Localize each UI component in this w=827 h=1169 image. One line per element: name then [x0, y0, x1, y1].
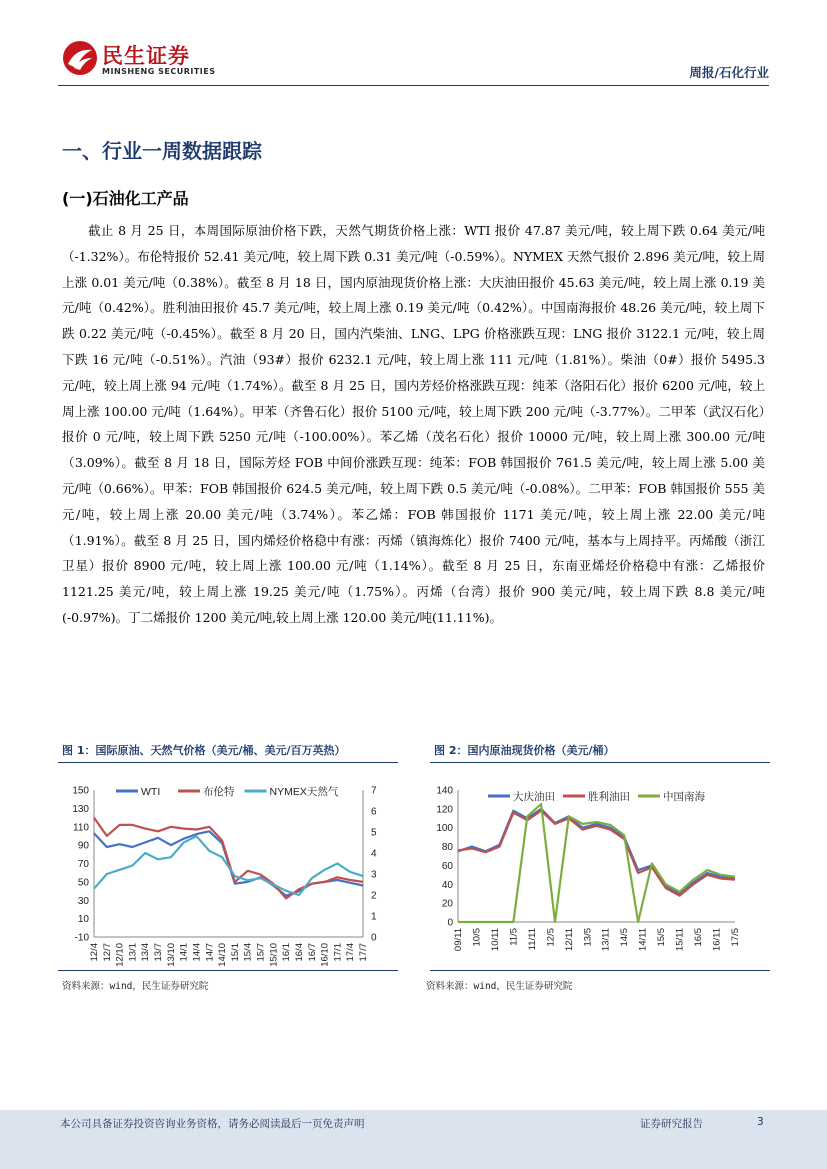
x-tick-label: 11/11 — [526, 928, 538, 951]
x-tick-label: 16/1 — [281, 943, 293, 962]
y-tick-label: 100 — [436, 823, 453, 835]
x-tick-label: 16/10 — [319, 943, 331, 967]
legend-label-2: 胜利油田 — [588, 791, 630, 803]
x-tick-label: 16/4 — [293, 943, 305, 962]
x-tick-label: 17/5 — [730, 928, 741, 947]
x-tick-label: 14/5 — [619, 928, 631, 947]
legend-label-1: 大庆油田 — [513, 791, 555, 803]
x-tick-label: 15/10 — [268, 943, 280, 967]
x-tick-label: 12/7 — [101, 943, 113, 962]
y-tick-label: 20 — [441, 898, 453, 910]
y-tick-label: 30 — [77, 895, 89, 907]
y-tick-label: 150 — [72, 785, 89, 797]
y2-tick-label: 1 — [371, 911, 377, 923]
x-tick-label: 13/5 — [582, 928, 594, 947]
body-paragraph: 截止 8 月 25 日，本周国际原油价格下跌，天然气期货价格上涨：WTI 报价 47.87 美元/吨，较上周下跌 0.64 美元/吨（-1.32%）。布伦特报价 52.41 美元/吨，较上周下跌 0.31 美元/吨（-0.59%）。NYMEX 天然气报价 2.896 美元/吨，较上周上涨 0.01 美元/吨（0.38%）。截至 8 月 18 日，国内原油现货价格上涨：大庆油田报价 45.63 美元/吨，较上周上涨 0.19 美元/吨（0.42%）。胜利油田报价 45.7 美元/吨，较上周上涨 0.19 美元/吨（0.42%）。中国南海报价 48.26 美元/吨，较上周下跌 0.22 美元/吨（-0.45%）。截至 8 月 20 日，国内汽柴油、LNG、LPG 价格涨跌互现：LNG 报价 3122.1 元/吨，较上周下跌 16 元/吨（-0.51%）。汽油（93#）报价 6232.1 元/吨，较上周上涨 111 元/吨（1.81%）。柴油（0#）报价 5495.3 元/吨，较上周上涨 94 元/吨（1.74%）。截至 8 月 25 日，国内芳烃价格涨跌互现：纯苯（洛阳石化）报价 6200 元/吨，较上周上涨 100.00 元/吨（1.64%）。甲苯（齐鲁石化）报价 5100 元/吨，较上周下跌 200 元/吨（-3.77%）。二甲苯（武汉石化）报价 0 元/吨，较上周下跌 5250 元/吨（-100.00%）。苯乙烯（茂名石化）报价 10000 元/吨，较上周上涨 300.00 元/吨（3.09%）。截至 8 月 18 日，国际芳烃 FOB 中间价涨跌互现：纯苯：FOB 韩国报价 761.5 美元/吨，较上周上涨 5.00 美元/吨（0.66%）。甲苯：FOB 韩国报价 624.5 美元/吨，较上周下跌 0.5 美元/吨（-0.08%）。二甲苯：FOB 韩国报价 555 美元/吨，较上周上涨 20.00 美元/吨（3.74%）。苯乙烯：FOB 韩国报价 1171 美元/吨，较上周上涨 22.00 美元/吨（1.91%）。截至 8 月 25 日，国内烯烃价格稳中有涨：丙烯（镇海炼化）报价 7400 元/吨，基本与上周持平。丙烯酸（浙江卫星）报价 8900 元/吨，较上周上涨 100.00 元/吨（1.14%）。截至 8 月 25 日，东南亚烯烃价格稳中有涨：乙烯报价 1121.25 美元/吨，较上周上涨 19.25 美元/吨（1.75%）。丙烯（台湾）报价 900 美元/吨，较上周下跌 8.8 美元/吨(-0.97%)。丁二烯报价 1200 美元/吨,较上周上涨 120.00 美元/吨(11.11%)。 — [62, 223, 765, 625]
x-tick-label: 16/11 — [711, 928, 723, 952]
x-tick-label: 12/4 — [89, 943, 100, 962]
x-tick-label: 13/1 — [127, 943, 139, 962]
logo-chinese: 民生证券 — [102, 44, 190, 68]
footer-doc-type: 证券研究报告 — [640, 1118, 703, 1130]
subsection-title: (一)石油化工产品 — [62, 189, 189, 208]
x-tick-label: 15/7 — [255, 943, 267, 962]
minsheng-logo-icon — [62, 40, 98, 76]
figure-2-bottom-rule — [430, 970, 770, 971]
figure-1-bottom-rule — [58, 970, 398, 971]
y-tick-label: 110 — [73, 822, 89, 834]
x-tick-label: 12/10 — [114, 943, 126, 967]
y-tick-label: -10 — [74, 932, 89, 944]
figure-2-title: 图 2：国内原油现货价格（美元/桶） — [434, 744, 615, 757]
x-tick-label: 14/10 — [217, 943, 229, 967]
y2-tick-label: 2 — [371, 890, 377, 902]
x-tick-label: 16/5 — [693, 928, 705, 947]
x-tick-label: 13/11 — [600, 928, 612, 952]
y-tick-label: 50 — [77, 877, 89, 889]
y2-tick-label: 0 — [371, 932, 377, 944]
legend-label-2: 布伦特 — [203, 786, 235, 798]
x-tick-label: 16/7 — [306, 943, 318, 962]
legend-label-1: WTI — [141, 786, 161, 798]
figure-2-top-rule — [430, 762, 770, 763]
figure-2-source: 资料来源：wind，民生证券研究院 — [426, 981, 573, 992]
x-tick-label: 12/5 — [545, 928, 557, 947]
figure-2-chart — [430, 770, 770, 968]
logo — [62, 40, 222, 82]
figure-1-source: 资料来源：wind，民生证券研究院 — [62, 981, 209, 992]
series-line-2 — [94, 818, 363, 899]
x-tick-label: 14/4 — [191, 943, 203, 962]
x-tick-label: 15/1 — [229, 943, 241, 962]
y-tick-label: 90 — [77, 840, 89, 852]
footer-disclaimer: 本公司具备证券投资咨询业务资格，请务必阅读最后一页免责声明 — [60, 1118, 365, 1130]
legend-label-3: 中国南海 — [663, 791, 705, 803]
x-tick-label: 17/4 — [345, 943, 357, 962]
series-line-3 — [458, 804, 735, 922]
x-tick-label: 13/10 — [165, 943, 177, 967]
figure-1-title: 图 1：国际原油、天然气价格（美元/桶、美元/百万英热） — [62, 744, 346, 757]
series-line-3 — [94, 836, 363, 895]
y-tick-label: 70 — [77, 859, 89, 870]
x-tick-label: 15/11 — [674, 928, 686, 952]
x-tick-label: 11/5 — [508, 928, 520, 946]
y2-tick-label: 7 — [371, 785, 377, 797]
y2-tick-label: 4 — [371, 848, 377, 860]
y2-tick-label: 5 — [371, 827, 377, 839]
x-tick-label: 09/11 — [453, 928, 464, 952]
y-tick-label: 40 — [441, 879, 453, 891]
figure-1-top-rule — [58, 762, 398, 763]
x-tick-label: 10/5 — [471, 928, 483, 947]
y2-tick-label: 3 — [371, 869, 377, 881]
y-tick-label: 130 — [72, 803, 89, 815]
section-title: 一、行业一周数据跟踪 — [62, 139, 262, 163]
x-tick-label: 12/11 — [563, 928, 575, 952]
page-number: 3 — [757, 1116, 764, 1128]
y2-tick-label: 6 — [371, 806, 377, 818]
y-tick-label: 120 — [436, 804, 453, 816]
x-tick-label: 15/5 — [656, 928, 668, 947]
x-tick-label: 14/7 — [204, 943, 216, 962]
logo-english: MINSHENG SECURITIES — [102, 67, 216, 76]
x-tick-label: 10/11 — [489, 928, 501, 952]
x-tick-label: 17/7 — [358, 943, 369, 962]
x-tick-label: 13/4 — [140, 943, 152, 962]
report-type: 周报/石化行业 — [689, 65, 769, 80]
x-tick-label: 14/1 — [178, 943, 190, 962]
figure-1-chart — [58, 770, 398, 968]
x-tick-label: 15/4 — [242, 943, 254, 962]
y-tick-label: 140 — [436, 785, 453, 797]
y-tick-label: 0 — [447, 917, 453, 929]
y-tick-label: 60 — [441, 860, 453, 872]
y-tick-label: 80 — [441, 842, 453, 854]
x-tick-label: 17/1 — [332, 943, 344, 962]
x-tick-label: 13/7 — [153, 943, 165, 962]
x-tick-label: 14/11 — [637, 928, 649, 952]
header-divider — [58, 85, 769, 86]
y-tick-label: 10 — [77, 914, 89, 926]
legend-label-3: NYMEX天然气 — [269, 786, 339, 798]
